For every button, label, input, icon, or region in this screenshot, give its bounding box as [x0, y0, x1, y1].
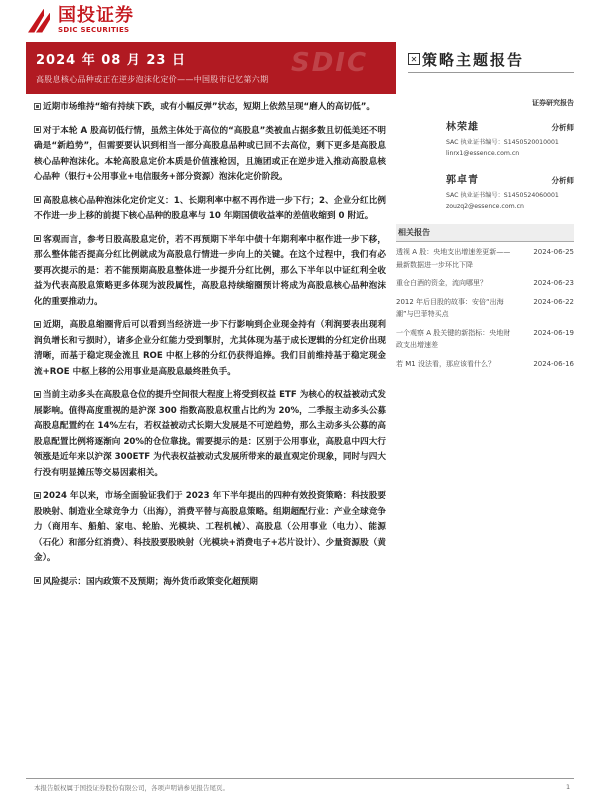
- related-report-item[interactable]: [396, 327, 574, 352]
- analyst-name: 林荣雄: [446, 122, 479, 133]
- logo-mark-icon: [28, 7, 52, 35]
- company-logo: [28, 6, 134, 35]
- related-report-item[interactable]: [396, 277, 574, 290]
- logo-chinese-name: 国投证券: [58, 5, 134, 26]
- body-paragraph: 当前主动多头在高股息仓位的提升空间很大程度上将受到权益 ETF 为核心的权益被动式发展影响。值得高度重视的是沪深 300 指数高股息权重占比约为 20%，二季报主动多头公募高股息配置约在 14%左右，若权益被动式长期大发展是不可逆趋势，那么主动多头公募的高股息配置比例将逐渐向 20%的仓位靠拢。需要提示的是：区别于公用事业，高股息中四大行领涨是近年来以沪深 300ETF 为代表权益被动式发展所带来的最直观定价现象，同时与四大行没有明显摊压等交易因素相关。: [34, 390, 386, 478]
- footer-disclaimer: 本报告版权属于国投证券股份有限公司，各项声明请参见报告尾页。: [34, 784, 229, 792]
- bullet-icon: [34, 492, 41, 499]
- report-body: [34, 100, 386, 598]
- analyst-sac: SAC 执业证书编号：S1450520010001: [446, 139, 559, 146]
- footer-divider: [26, 778, 574, 779]
- related-report-item[interactable]: [396, 358, 574, 371]
- analyst-sac: SAC 执业证书编号：S1450524060001: [446, 192, 559, 199]
- related-report-date: 2024-06-19: [533, 328, 574, 337]
- page-number: 1: [566, 783, 571, 791]
- analyst-email[interactable]: zouzq2@essence.com.cn: [446, 203, 524, 210]
- body-paragraph: 近期市场维持“缩有持续下跌，或有小幅反弹”状态，短期上依然呈现“磨人的高切低”。: [34, 100, 386, 116]
- bullet-icon: [34, 196, 41, 203]
- related-report-title[interactable]: 2012 年后目股的故事：安倍“出海潮”与巴菲特买点: [396, 297, 504, 318]
- related-report-date: 2024-06-22: [533, 297, 574, 306]
- section-label: 证券研究报告: [532, 99, 574, 107]
- related-report-title[interactable]: 透视 A 股：央地支出增速差更新——最新数据进一步环比下降: [396, 248, 511, 269]
- bullet-icon: [34, 235, 41, 242]
- analyst-block: [396, 118, 574, 157]
- body-paragraph: 对于本轮 A 股高切低行情，虽然主体处于高位的“高股息”类被血占据多数且切低美还不明确是“新趋势”，但需要要认识到相当一部分高股息品种或已回不去高位，剩下更多是高股息核心品种泡沫化。本轮高股息定价本质是价值涨枪因，且施团或正在逆步进入推动高股息核心品种（银行+公用事业+电信服务+部分资源）泡沫化定价阶段。: [34, 125, 386, 182]
- body-paragraph: 近期，高股息缩圈背后可以看到当经济进一步下行影响到企业现金持有（利润要表出现利润负增长和亏损时），诸多企业分红能力受到掣肘，尤其体现为基于成长逻辑的分红定价出现清晰，而基于稳定现金流且 ROE 中枢上移的分红仍获得追捧。我们目前维持基于稳定现金流+ROE 中枢上移的公用事业是高股息最终胜负手。: [34, 320, 386, 377]
- sidebar: [396, 94, 574, 376]
- analyst-role: 分析师: [551, 176, 574, 185]
- analyst-block: [396, 171, 574, 210]
- report-type-label: 策略主题报告: [422, 50, 525, 69]
- related-report-item[interactable]: [396, 296, 574, 321]
- report-type-divider: [408, 72, 574, 73]
- report-date: 2024 年 08 月 23 日: [36, 53, 186, 68]
- report-type: [408, 48, 574, 70]
- analyst-role: 分析师: [551, 123, 574, 132]
- related-report-title[interactable]: 若 M1 没法看，那应该看什么？: [396, 359, 495, 368]
- banner-watermark: SDIC: [291, 48, 369, 78]
- body-paragraph: 高股息核心品种泡沫化定价定义：1、长期利率中枢不再作进一步下行；2、企业分红比例不作进一步上移的前提下核心品种的股息率与 10 年期国债收益率的差值收缩到 0 附近。: [34, 195, 386, 221]
- report-subtitle: 高股息核心品种或正在逆步泡沫化定价——中国股市记忆第六期: [36, 75, 269, 84]
- logo-english-name: SDIC SECURITIES: [58, 26, 130, 34]
- related-report-date: 2024-06-16: [533, 359, 574, 368]
- related-reports-list: [396, 246, 574, 370]
- bullet-icon: [34, 391, 41, 398]
- risk-warning: 风险提示：国内政策不及预期；海外货币政策变化超预期: [34, 575, 386, 591]
- body-paragraph: 客观而言，参考日股高股息定价，若不再预期下半年中债十年期利率中枢作进一步下移，那么整体能否提高分红比例就成为高股息行情进一步向上的关键。在这个过程中，我们有必要再次提示的是：若不能预期高股息整体进一步提升分红比例，那么下半年以中证红利全收益为代表高股息策略更多体现为波段属性，高股息持续缩圈预计将成为高股息核心品种泡沫化的重要推动力。: [34, 234, 386, 307]
- bullet-icon: [34, 103, 41, 110]
- related-report-date: 2024-06-25: [533, 248, 574, 256]
- related-report-date: 2024-06-23: [533, 279, 574, 287]
- analyst-email[interactable]: linrx1@essence.com.cn: [446, 150, 520, 157]
- bullet-icon: [34, 321, 41, 328]
- bullet-icon: [34, 577, 41, 584]
- related-report-title[interactable]: 重仓白酒的资金，流向哪里？: [396, 279, 487, 287]
- analyst-name: 郭卓青: [446, 175, 479, 186]
- title-banner: [26, 42, 396, 94]
- body-paragraph: 2024 年以来，市场全面验证我们于 2023 年下半年提出的四种有效投资策略：科技股要股映射、制造业全球竞争力（出海），消费平替与高股息策略。组期超配行业：产业全球竞争力（商用车、船舶、家电、轮胎、光模块、工程机械）、高股息（公用事业（电力）、能源（石化）和部分红消费）、科技股要股映射（光模块+消费电子+芯片设计）、少量资源股（黄金）。: [34, 491, 386, 563]
- report-type-icon: ✕: [408, 53, 420, 65]
- related-report-item[interactable]: [396, 246, 574, 271]
- bullet-icon: [34, 126, 41, 133]
- related-report-title[interactable]: 一个观察 A 股关键的新指标：央地财政支出增速差: [396, 328, 511, 349]
- related-reports-heading: 相关报告: [396, 224, 574, 242]
